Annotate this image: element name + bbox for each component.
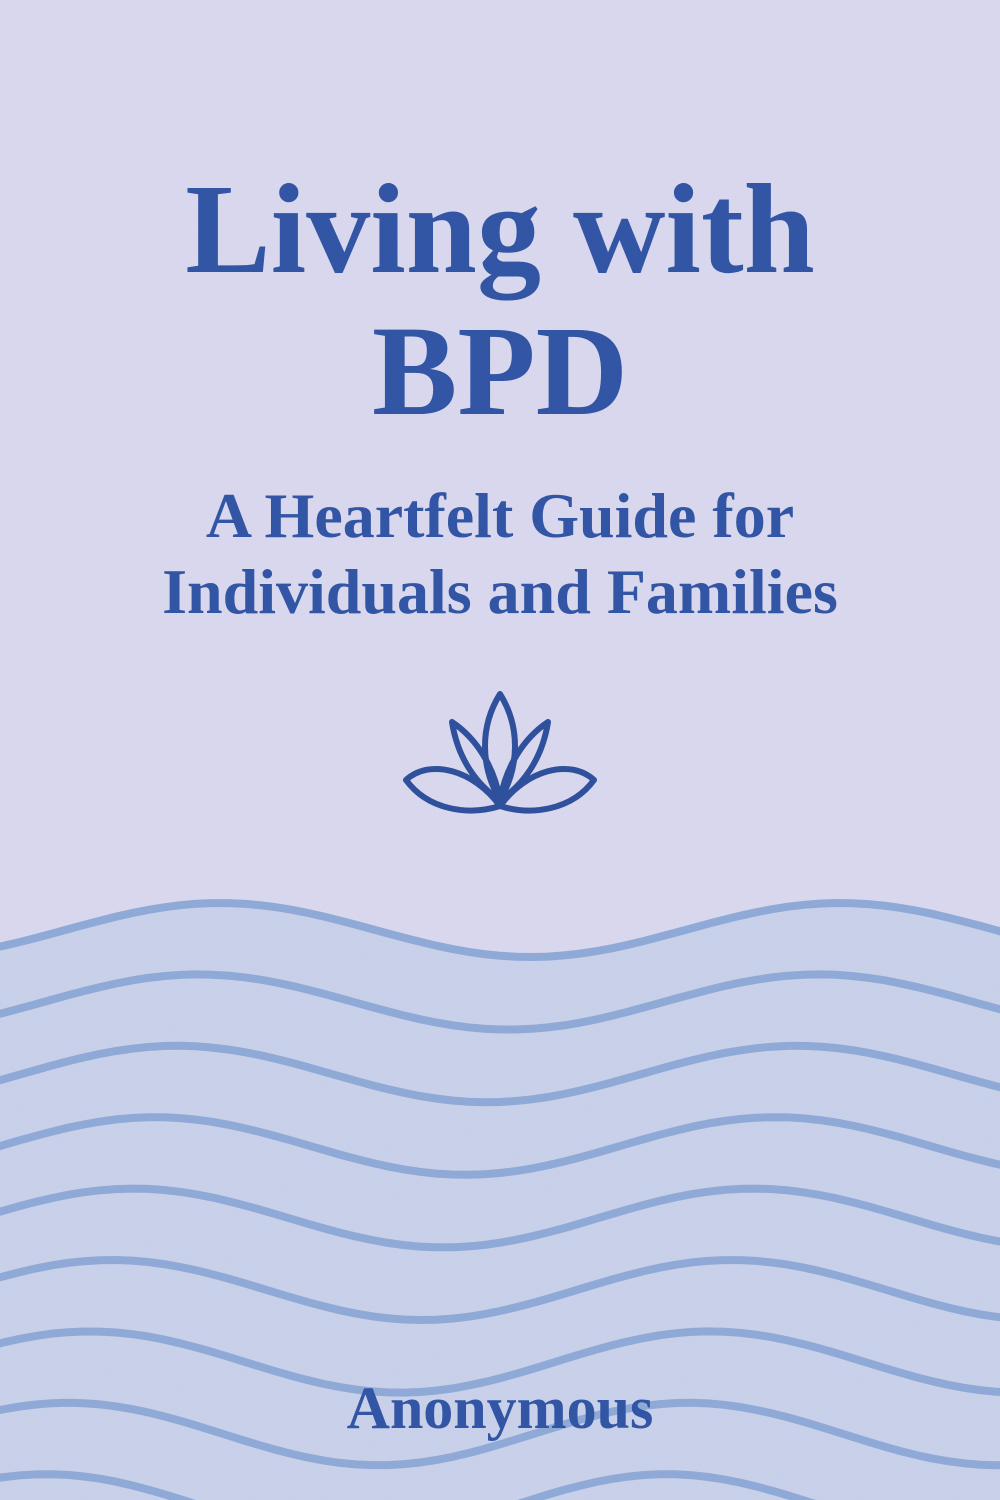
lotus-icon (400, 688, 600, 820)
book-subtitle-line1: A Heartfelt Guide for (205, 480, 795, 551)
book-subtitle (0, 478, 1000, 630)
book-title-line1: Living with (185, 158, 815, 300)
book-title-line2: BPD (372, 300, 628, 442)
author-name: Anonymous (346, 1375, 654, 1441)
book-title (0, 158, 1000, 442)
book-subtitle-line2: Individuals and Families (162, 556, 838, 627)
